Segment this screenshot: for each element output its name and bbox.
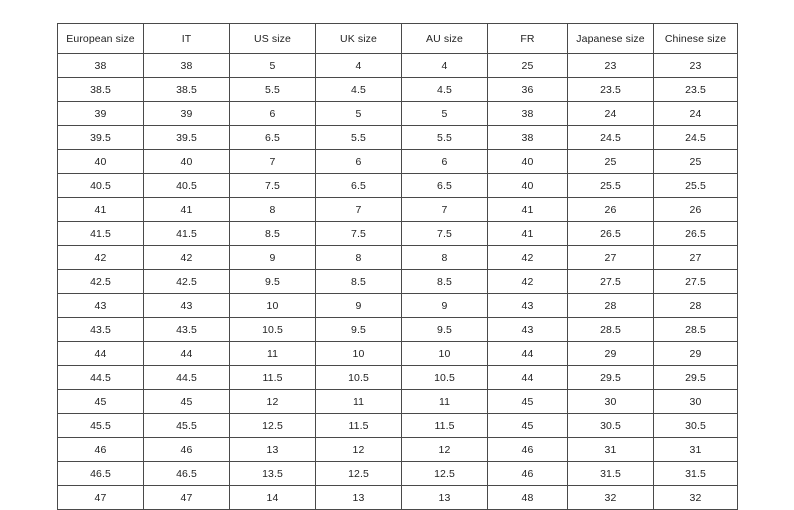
- cell-us-size: 9.5: [230, 270, 316, 294]
- cell-japanese-size: 27.5: [568, 270, 654, 294]
- cell-japanese-size: 30.5: [568, 414, 654, 438]
- cell-chinese-size: 27: [654, 246, 738, 270]
- table-row: [58, 126, 738, 150]
- table-row: [58, 222, 738, 246]
- column-header-chinese-size: Chinese size: [654, 24, 738, 54]
- cell-fr: 38: [488, 126, 568, 150]
- cell-uk-size: 5: [316, 102, 402, 126]
- cell-it: 40: [144, 150, 230, 174]
- cell-japanese-size: 29: [568, 342, 654, 366]
- cell-japanese-size: 28.5: [568, 318, 654, 342]
- table-row: [58, 198, 738, 222]
- table-row: [58, 174, 738, 198]
- cell-chinese-size: 25.5: [654, 174, 738, 198]
- cell-fr: 46: [488, 462, 568, 486]
- cell-fr: 42: [488, 246, 568, 270]
- cell-fr: 44: [488, 366, 568, 390]
- cell-au-size: 6.5: [402, 174, 488, 198]
- cell-it: 43.5: [144, 318, 230, 342]
- cell-european-size: 44.5: [58, 366, 144, 390]
- table-row: [58, 270, 738, 294]
- cell-japanese-size: 31.5: [568, 462, 654, 486]
- cell-uk-size: 9: [316, 294, 402, 318]
- cell-chinese-size: 30.5: [654, 414, 738, 438]
- cell-it: 47: [144, 486, 230, 510]
- cell-fr: 48: [488, 486, 568, 510]
- cell-european-size: 44: [58, 342, 144, 366]
- cell-chinese-size: 24: [654, 102, 738, 126]
- cell-au-size: 7: [402, 198, 488, 222]
- cell-uk-size: 12.5: [316, 462, 402, 486]
- table-body: [58, 54, 738, 510]
- cell-japanese-size: 25.5: [568, 174, 654, 198]
- cell-japanese-size: 24.5: [568, 126, 654, 150]
- cell-uk-size: 4.5: [316, 78, 402, 102]
- cell-fr: 41: [488, 222, 568, 246]
- cell-us-size: 5: [230, 54, 316, 78]
- cell-fr: 40: [488, 174, 568, 198]
- cell-chinese-size: 23.5: [654, 78, 738, 102]
- cell-japanese-size: 25: [568, 150, 654, 174]
- cell-it: 39.5: [144, 126, 230, 150]
- cell-us-size: 7: [230, 150, 316, 174]
- cell-us-size: 11.5: [230, 366, 316, 390]
- cell-european-size: 42: [58, 246, 144, 270]
- cell-it: 42.5: [144, 270, 230, 294]
- cell-us-size: 13: [230, 438, 316, 462]
- cell-japanese-size: 28: [568, 294, 654, 318]
- cell-fr: 38: [488, 102, 568, 126]
- cell-fr: 36: [488, 78, 568, 102]
- cell-au-size: 12: [402, 438, 488, 462]
- cell-it: 44.5: [144, 366, 230, 390]
- cell-european-size: 45.5: [58, 414, 144, 438]
- cell-european-size: 46: [58, 438, 144, 462]
- table-row: [58, 366, 738, 390]
- cell-us-size: 7.5: [230, 174, 316, 198]
- cell-fr: 42: [488, 270, 568, 294]
- cell-european-size: 38.5: [58, 78, 144, 102]
- cell-uk-size: 12: [316, 438, 402, 462]
- cell-japanese-size: 29.5: [568, 366, 654, 390]
- cell-european-size: 47: [58, 486, 144, 510]
- cell-chinese-size: 23: [654, 54, 738, 78]
- cell-japanese-size: 31: [568, 438, 654, 462]
- cell-chinese-size: 26.5: [654, 222, 738, 246]
- cell-uk-size: 5.5: [316, 126, 402, 150]
- cell-european-size: 40.5: [58, 174, 144, 198]
- table-row: [58, 342, 738, 366]
- cell-japanese-size: 23.5: [568, 78, 654, 102]
- table-row: [58, 102, 738, 126]
- cell-us-size: 10: [230, 294, 316, 318]
- table-row: [58, 78, 738, 102]
- cell-us-size: 11: [230, 342, 316, 366]
- cell-fr: 40: [488, 150, 568, 174]
- cell-au-size: 9: [402, 294, 488, 318]
- cell-it: 38.5: [144, 78, 230, 102]
- cell-au-size: 8.5: [402, 270, 488, 294]
- cell-us-size: 6.5: [230, 126, 316, 150]
- cell-au-size: 12.5: [402, 462, 488, 486]
- cell-us-size: 9: [230, 246, 316, 270]
- cell-fr: 43: [488, 318, 568, 342]
- cell-uk-size: 6: [316, 150, 402, 174]
- table-row: [58, 438, 738, 462]
- cell-chinese-size: 31.5: [654, 462, 738, 486]
- cell-european-size: 41.5: [58, 222, 144, 246]
- cell-uk-size: 8: [316, 246, 402, 270]
- cell-au-size: 6: [402, 150, 488, 174]
- cell-chinese-size: 29: [654, 342, 738, 366]
- cell-japanese-size: 26: [568, 198, 654, 222]
- cell-uk-size: 9.5: [316, 318, 402, 342]
- cell-it: 46: [144, 438, 230, 462]
- column-header-uk-size: UK size: [316, 24, 402, 54]
- cell-european-size: 43.5: [58, 318, 144, 342]
- cell-european-size: 43: [58, 294, 144, 318]
- cell-us-size: 10.5: [230, 318, 316, 342]
- cell-japanese-size: 24: [568, 102, 654, 126]
- cell-au-size: 10: [402, 342, 488, 366]
- cell-it: 46.5: [144, 462, 230, 486]
- column-header-fr: FR: [488, 24, 568, 54]
- cell-japanese-size: 23: [568, 54, 654, 78]
- cell-european-size: 39: [58, 102, 144, 126]
- cell-uk-size: 10.5: [316, 366, 402, 390]
- cell-chinese-size: 32: [654, 486, 738, 510]
- cell-japanese-size: 30: [568, 390, 654, 414]
- column-header-us-size: US size: [230, 24, 316, 54]
- table-row: [58, 318, 738, 342]
- cell-japanese-size: 26.5: [568, 222, 654, 246]
- cell-european-size: 38: [58, 54, 144, 78]
- cell-us-size: 14: [230, 486, 316, 510]
- cell-european-size: 40: [58, 150, 144, 174]
- cell-it: 41: [144, 198, 230, 222]
- cell-au-size: 11: [402, 390, 488, 414]
- table-row: [58, 246, 738, 270]
- cell-it: 41.5: [144, 222, 230, 246]
- cell-au-size: 7.5: [402, 222, 488, 246]
- cell-chinese-size: 30: [654, 390, 738, 414]
- table-row: [58, 390, 738, 414]
- cell-au-size: 5: [402, 102, 488, 126]
- table-row: [58, 54, 738, 78]
- cell-it: 43: [144, 294, 230, 318]
- cell-uk-size: 7.5: [316, 222, 402, 246]
- size-conversion-table-container: [57, 23, 737, 510]
- cell-chinese-size: 31: [654, 438, 738, 462]
- cell-au-size: 10.5: [402, 366, 488, 390]
- cell-chinese-size: 26: [654, 198, 738, 222]
- cell-it: 45: [144, 390, 230, 414]
- cell-chinese-size: 25: [654, 150, 738, 174]
- cell-fr: 44: [488, 342, 568, 366]
- cell-fr: 45: [488, 414, 568, 438]
- column-header-japanese-size: Japanese size: [568, 24, 654, 54]
- cell-uk-size: 4: [316, 54, 402, 78]
- cell-it: 40.5: [144, 174, 230, 198]
- cell-au-size: 13: [402, 486, 488, 510]
- cell-japanese-size: 27: [568, 246, 654, 270]
- cell-european-size: 39.5: [58, 126, 144, 150]
- cell-uk-size: 11.5: [316, 414, 402, 438]
- cell-it: 39: [144, 102, 230, 126]
- cell-au-size: 4.5: [402, 78, 488, 102]
- cell-chinese-size: 27.5: [654, 270, 738, 294]
- cell-au-size: 4: [402, 54, 488, 78]
- cell-au-size: 11.5: [402, 414, 488, 438]
- cell-fr: 41: [488, 198, 568, 222]
- cell-uk-size: 10: [316, 342, 402, 366]
- table-row: [58, 486, 738, 510]
- cell-us-size: 8: [230, 198, 316, 222]
- cell-us-size: 5.5: [230, 78, 316, 102]
- cell-it: 42: [144, 246, 230, 270]
- cell-chinese-size: 28: [654, 294, 738, 318]
- table-row: [58, 294, 738, 318]
- cell-european-size: 45: [58, 390, 144, 414]
- cell-european-size: 42.5: [58, 270, 144, 294]
- cell-us-size: 8.5: [230, 222, 316, 246]
- cell-au-size: 5.5: [402, 126, 488, 150]
- table-row: [58, 150, 738, 174]
- cell-european-size: 46.5: [58, 462, 144, 486]
- cell-us-size: 12: [230, 390, 316, 414]
- cell-fr: 46: [488, 438, 568, 462]
- column-header-au-size: AU size: [402, 24, 488, 54]
- cell-uk-size: 6.5: [316, 174, 402, 198]
- cell-au-size: 8: [402, 246, 488, 270]
- cell-uk-size: 7: [316, 198, 402, 222]
- table-row: [58, 414, 738, 438]
- cell-us-size: 13.5: [230, 462, 316, 486]
- cell-fr: 43: [488, 294, 568, 318]
- cell-au-size: 9.5: [402, 318, 488, 342]
- cell-uk-size: 11: [316, 390, 402, 414]
- cell-chinese-size: 29.5: [654, 366, 738, 390]
- cell-european-size: 41: [58, 198, 144, 222]
- table-row: [58, 462, 738, 486]
- size-conversion-table: [57, 23, 738, 510]
- cell-it: 45.5: [144, 414, 230, 438]
- cell-chinese-size: 24.5: [654, 126, 738, 150]
- cell-us-size: 6: [230, 102, 316, 126]
- cell-it: 38: [144, 54, 230, 78]
- cell-us-size: 12.5: [230, 414, 316, 438]
- cell-uk-size: 8.5: [316, 270, 402, 294]
- cell-japanese-size: 32: [568, 486, 654, 510]
- column-header-it: IT: [144, 24, 230, 54]
- cell-fr: 45: [488, 390, 568, 414]
- table-header-row: [58, 24, 738, 54]
- cell-it: 44: [144, 342, 230, 366]
- cell-chinese-size: 28.5: [654, 318, 738, 342]
- column-header-european-size: European size: [58, 24, 144, 54]
- cell-fr: 25: [488, 54, 568, 78]
- cell-uk-size: 13: [316, 486, 402, 510]
